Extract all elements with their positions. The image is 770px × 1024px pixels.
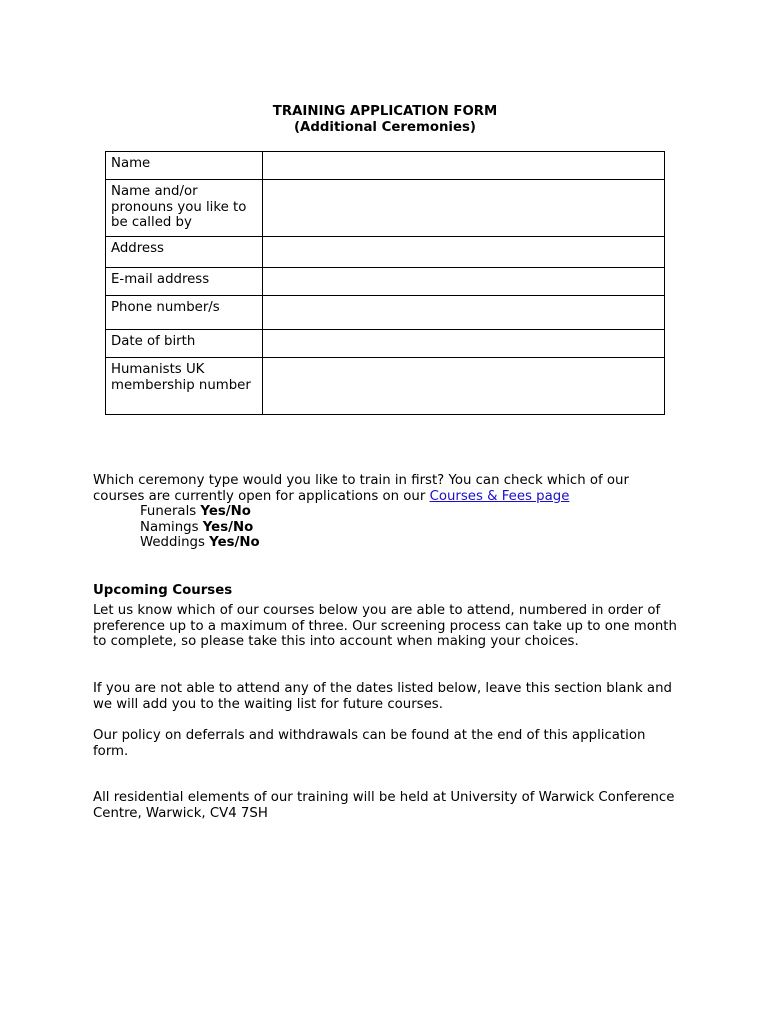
table-row	[106, 268, 665, 296]
table-row	[106, 152, 665, 180]
phone-label: Phone number/s	[106, 296, 263, 330]
upcoming-courses-heading: Upcoming Courses	[93, 583, 233, 598]
email-label: E-mail address	[106, 268, 263, 296]
ceremony-option-namings	[140, 520, 253, 536]
form-subtitle: (Additional Ceremonies)	[293, 120, 476, 135]
phone-field[interactable]	[263, 296, 665, 330]
name-label: Name	[106, 152, 263, 180]
option-choice[interactable]: Yes/No	[209, 535, 260, 550]
membership-number-field[interactable]	[263, 358, 665, 415]
table-row	[106, 180, 665, 237]
deferral-policy-paragraph: Our policy on deferrals and withdrawals can be found at the end of this application form.	[93, 728, 646, 759]
table-row	[106, 237, 665, 268]
table-row	[106, 330, 665, 358]
preferred-name-label: Name and/or pronouns you like to be called by	[106, 180, 263, 237]
courses-fees-link[interactable]: Courses & Fees page	[429, 488, 570, 504]
email-field[interactable]	[263, 268, 665, 296]
address-field[interactable]	[263, 237, 665, 268]
form-title: TRAINING APPLICATION FORM	[272, 104, 498, 119]
ceremony-option-funerals	[140, 504, 251, 520]
option-choice[interactable]: Yes/No	[200, 504, 251, 519]
table-row	[106, 296, 665, 330]
ceremony-question	[93, 473, 683, 504]
table-row	[106, 358, 665, 415]
address-label: Address	[106, 237, 263, 268]
ceremony-option-weddings	[140, 535, 260, 551]
ceremony-question-text: Which ceremony type would you like to train in first? You can check which of our courses are currently open for applications on our	[93, 473, 629, 504]
waiting-list-paragraph: If you are not able to attend any of the dates listed below, leave this section blank and we will add you to the waiting list for future courses.	[93, 681, 672, 712]
date-of-birth-label: Date of birth	[106, 330, 263, 358]
upcoming-courses-paragraph: Let us know which of our courses below you are able to attend, numbered in order of preference up to a maximum of three. Our screening process can take up to one month to complete, so please take this into account when making your choices.	[93, 603, 677, 650]
option-label: Funerals	[140, 504, 201, 519]
applicant-details-table	[105, 151, 665, 415]
option-label: Weddings	[140, 535, 210, 550]
option-label: Namings	[140, 520, 203, 535]
membership-number-label: Humanists UK membership number	[106, 358, 263, 415]
name-field[interactable]	[263, 152, 665, 180]
option-choice[interactable]: Yes/No	[202, 520, 254, 535]
date-of-birth-field[interactable]	[263, 330, 665, 358]
residential-venue-paragraph: All residential elements of our training will be held at University of Warwick Conference Centre, Warwick, CV4 7SH	[93, 790, 675, 821]
preferred-name-field[interactable]	[263, 180, 665, 237]
